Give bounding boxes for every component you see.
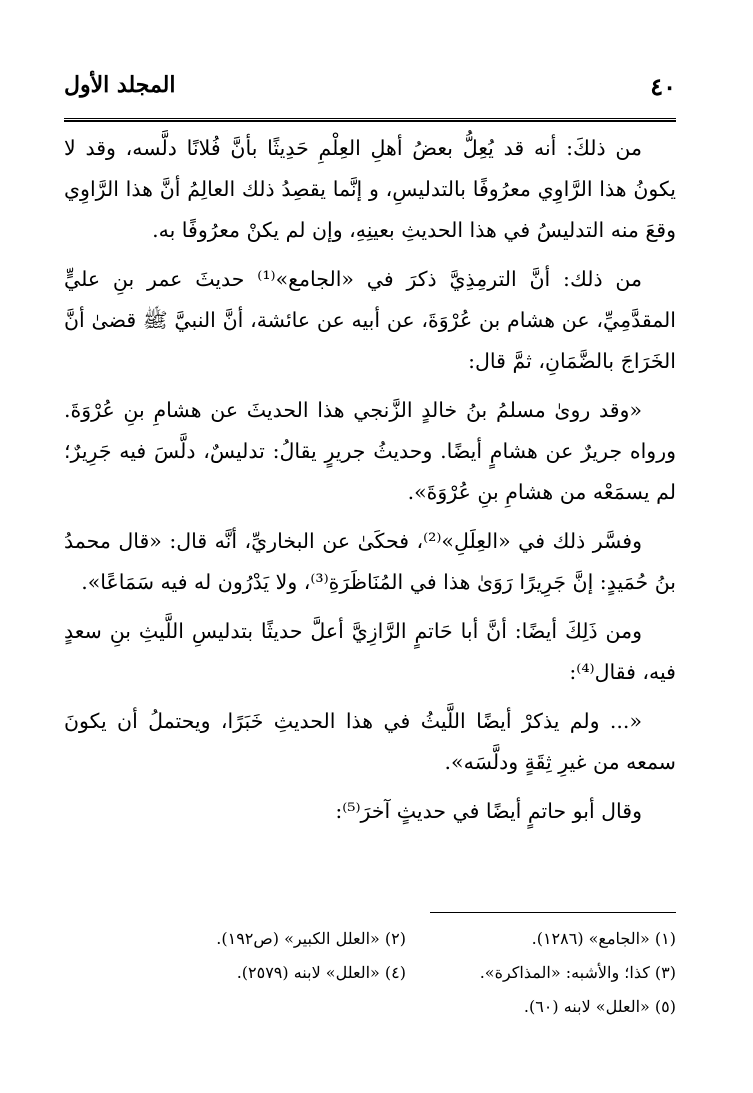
quote-abu-hatim: «... ولم يذكرْ أيضًا اللَّيثُ في هذا الحديثِ خَبَرًا، ويحتملُ أن يكونَ سمعه من غيرِ ثِقَةٍ ودلَّسَه». [64, 709, 676, 774]
page-number: ٤٠ [650, 72, 676, 101]
main-text [64, 128, 676, 840]
footnote-row [64, 990, 676, 1024]
quote-tirmidhi: «وقد روىٰ مسلمُ بنُ خالدٍ الزَّنجي هذا الحديثَ عن هشامِ بنِ عُرْوَةَ. ورواه جريرٌ عن هشامٍ أيضًا. وحديثُ جريرٍ يقالُ: تدليسٌ، دلَّسَ فيه جَرِيرٌ؛ لم يسمَعْه من هشامِ بنِ عُرْوَةَ». [64, 398, 676, 504]
header-divider [64, 118, 676, 122]
footnote-2: (٢) «العلل الكبير» (ص١٩٢). [216, 929, 406, 948]
volume-title: المجلد الأول [64, 72, 176, 98]
footnote-4: (٤) «العلل» لابنه (٢٥٧٩). [236, 963, 406, 982]
paragraph-2: من ذلك: أنَّ الترمِذِيَّ ذكرَ في «الجامع»⁽¹⁾ حديثَ عمر بنِ عليٍّ المقدَّمِيِّ، عن هشام بن عُرْوَةَ، عن أبيه عن عائشة، أنَّ النبيَّ ﷺ قضىٰ أنَّ الخَرَاجَ بالضَّمَانِ، ثمَّ قال: [64, 267, 676, 373]
footnote-divider [430, 912, 676, 913]
footnote-3: (٣) كذا؛ والأشبه: «المذاكرة». [479, 963, 676, 982]
footnotes [64, 922, 676, 1024]
footnote-1: (١) «الجامع» (١٢٨٦). [531, 929, 676, 948]
paragraph-1: من ذلكَ: أنه قد يُعِلُّ بعضُ أهلِ العِلْمِ حَدِيثًا بأنَّ فُلانًا دلَّسه، وقد لا يكونُ هذا الرَّاوِي معرُوفًا بالتدليسِ، و إنَّما يقصِدُ ذلك العالِمُ أنَّ هذا الرَّاوِي وقعَ منه التدليسُ في هذا الحديثِ بعينِهِ، وإن لم يكنْ معرُوفًا به. [64, 136, 676, 242]
paragraph-4: ومن ذَلِكَ أيضًا: أنَّ أبا حَاتمٍ الرَّازِيَّ أعلَّ حديثًا بتدليسِ اللَّيثِ بنِ سعدٍ فيه، فقال⁽⁴⁾: [64, 619, 676, 684]
paragraph-5: وقال أبو حاتمٍ أيضًا في حديثٍ آخرَ⁽⁵⁾: [335, 799, 642, 823]
footnote-row [64, 922, 676, 956]
footnote-5: (٥) «العلل» لابنه (٦٠). [523, 997, 676, 1016]
page-header [64, 68, 676, 110]
footnote-row [64, 956, 676, 990]
paragraph-3: وفسَّر ذلك في «العِلَلِ»⁽²⁾، فحكَىٰ عن البخاريِّ، أنَّه قال: «قال محمدُ بنُ حُمَيدٍ: إنَّ جَرِيرًا رَوَىٰ هذا في المُنَاظَرَةِ⁽³⁾، ولا يَدْرُون له فيه سَمَاعًا». [64, 529, 676, 594]
